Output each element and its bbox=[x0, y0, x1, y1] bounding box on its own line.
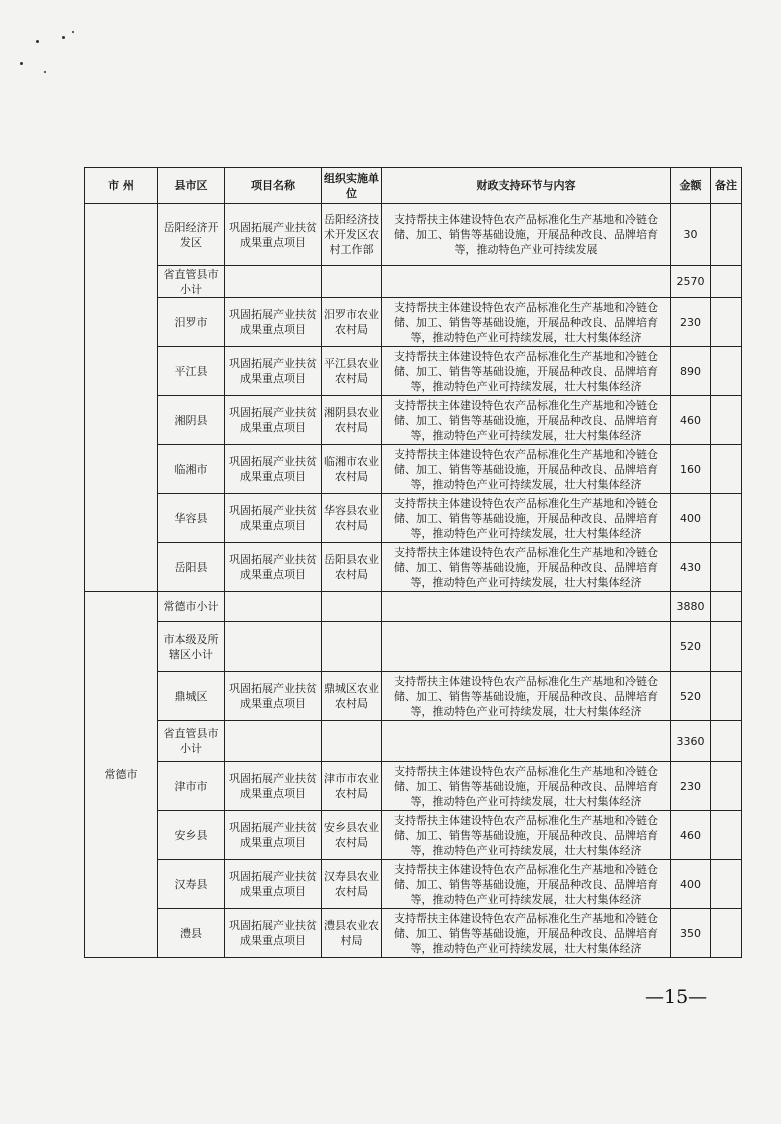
city-cell bbox=[85, 204, 158, 592]
county-cell: 鼎城区 bbox=[158, 672, 225, 721]
county-cell: 平江县 bbox=[158, 347, 225, 396]
scan-speck bbox=[44, 71, 46, 73]
project-cell bbox=[225, 721, 322, 762]
note-cell bbox=[711, 622, 742, 672]
org-cell bbox=[322, 622, 382, 672]
amount-cell: 30 bbox=[671, 204, 711, 266]
content-cell: 支持帮扶主体建设特色农产品标准化生产基地和冷链仓储、加工、销售等基础设施，开展品种改良、品牌培育等，推动特色产业可持续发展 bbox=[382, 204, 671, 266]
county-cell: 津市市 bbox=[158, 762, 225, 811]
content-cell bbox=[382, 592, 671, 622]
header-amount: 金额 bbox=[671, 168, 711, 204]
content-cell: 支持帮扶主体建设特色农产品标准化生产基地和冷链仓储、加工、销售等基础设施，开展品种改良、品牌培育等，推动特色产业可持续发展，壮大村集体经济 bbox=[382, 298, 671, 347]
county-cell: 临湘市 bbox=[158, 445, 225, 494]
table-row bbox=[85, 811, 742, 860]
header-note: 备注 bbox=[711, 168, 742, 204]
header-project: 项目名称 bbox=[225, 168, 322, 204]
org-cell: 汨罗市农业农村局 bbox=[322, 298, 382, 347]
county-cell: 湘阴县 bbox=[158, 396, 225, 445]
amount-cell: 400 bbox=[671, 860, 711, 909]
note-cell bbox=[711, 347, 742, 396]
amount-cell: 890 bbox=[671, 347, 711, 396]
project-cell bbox=[225, 622, 322, 672]
project-cell: 巩固拓展产业扶贫成果重点项目 bbox=[225, 396, 322, 445]
county-cell: 汉寿县 bbox=[158, 860, 225, 909]
county-cell: 安乡县 bbox=[158, 811, 225, 860]
county-cell: 汨罗市 bbox=[158, 298, 225, 347]
org-cell: 岳阳经济技术开发区农村工作部 bbox=[322, 204, 382, 266]
table-row bbox=[85, 909, 742, 958]
amount-cell: 3360 bbox=[671, 721, 711, 762]
header-org: 组织实施单位 bbox=[322, 168, 382, 204]
note-cell bbox=[711, 721, 742, 762]
table-row bbox=[85, 347, 742, 396]
table-row bbox=[85, 672, 742, 721]
county-cell: 省直管县市小计 bbox=[158, 266, 225, 298]
table-row bbox=[85, 622, 742, 672]
org-cell: 岳阳县农业农村局 bbox=[322, 543, 382, 592]
county-cell: 澧县 bbox=[158, 909, 225, 958]
table-row bbox=[85, 762, 742, 811]
page-number: —15— bbox=[645, 986, 708, 1008]
table-row bbox=[85, 298, 742, 347]
scan-speck bbox=[36, 40, 39, 43]
amount-cell: 460 bbox=[671, 396, 711, 445]
org-cell bbox=[322, 721, 382, 762]
header-city: 市 州 bbox=[85, 168, 158, 204]
org-cell: 安乡县农业农村局 bbox=[322, 811, 382, 860]
county-cell: 省直管县市小计 bbox=[158, 721, 225, 762]
header-content: 财政支持环节与内容 bbox=[382, 168, 671, 204]
note-cell bbox=[711, 298, 742, 347]
county-cell: 岳阳经济开发区 bbox=[158, 204, 225, 266]
table-row bbox=[85, 396, 742, 445]
header-row bbox=[85, 168, 742, 204]
project-cell: 巩固拓展产业扶贫成果重点项目 bbox=[225, 298, 322, 347]
note-cell bbox=[711, 860, 742, 909]
content-cell: 支持帮扶主体建设特色农产品标准化生产基地和冷链仓储、加工、销售等基础设施，开展品种改良、品牌培育等，推动特色产业可持续发展，壮大村集体经济 bbox=[382, 543, 671, 592]
note-cell bbox=[711, 266, 742, 298]
project-cell: 巩固拓展产业扶贫成果重点项目 bbox=[225, 762, 322, 811]
content-cell: 支持帮扶主体建设特色农产品标准化生产基地和冷链仓储、加工、销售等基础设施，开展品种改良、品牌培育等，推动特色产业可持续发展，壮大村集体经济 bbox=[382, 347, 671, 396]
project-cell: 巩固拓展产业扶贫成果重点项目 bbox=[225, 811, 322, 860]
amount-cell: 460 bbox=[671, 811, 711, 860]
org-cell: 华容县农业农村局 bbox=[322, 494, 382, 543]
project-cell: 巩固拓展产业扶贫成果重点项目 bbox=[225, 909, 322, 958]
content-cell: 支持帮扶主体建设特色农产品标准化生产基地和冷链仓储、加工、销售等基础设施，开展品种改良、品牌培育等，推动特色产业可持续发展，壮大村集体经济 bbox=[382, 396, 671, 445]
amount-cell: 350 bbox=[671, 909, 711, 958]
content-cell: 支持帮扶主体建设特色农产品标准化生产基地和冷链仓储、加工、销售等基础设施，开展品种改良、品牌培育等，推动特色产业可持续发展，壮大村集体经济 bbox=[382, 860, 671, 909]
content-cell: 支持帮扶主体建设特色农产品标准化生产基地和冷链仓储、加工、销售等基础设施，开展品种改良、品牌培育等，推动特色产业可持续发展，壮大村集体经济 bbox=[382, 909, 671, 958]
amount-cell: 3880 bbox=[671, 592, 711, 622]
county-cell: 常德市小计 bbox=[158, 592, 225, 622]
content-cell: 支持帮扶主体建设特色农产品标准化生产基地和冷链仓储、加工、销售等基础设施，开展品种改良、品牌培育等，推动特色产业可持续发展，壮大村集体经济 bbox=[382, 762, 671, 811]
project-cell: 巩固拓展产业扶贫成果重点项目 bbox=[225, 347, 322, 396]
content-cell bbox=[382, 721, 671, 762]
note-cell bbox=[711, 592, 742, 622]
table-row bbox=[85, 204, 742, 266]
funding-table bbox=[84, 167, 742, 958]
project-cell: 巩固拓展产业扶贫成果重点项目 bbox=[225, 860, 322, 909]
city-cell: 常德市 bbox=[85, 592, 158, 958]
amount-cell: 520 bbox=[671, 672, 711, 721]
content-cell bbox=[382, 266, 671, 298]
content-cell bbox=[382, 622, 671, 672]
table-row bbox=[85, 494, 742, 543]
project-cell: 巩固拓展产业扶贫成果重点项目 bbox=[225, 494, 322, 543]
org-cell: 汉寿县农业农村局 bbox=[322, 860, 382, 909]
amount-cell: 2570 bbox=[671, 266, 711, 298]
org-cell: 临湘市农业农村局 bbox=[322, 445, 382, 494]
amount-cell: 520 bbox=[671, 622, 711, 672]
project-cell bbox=[225, 592, 322, 622]
table-row bbox=[85, 543, 742, 592]
note-cell bbox=[711, 204, 742, 266]
table-row bbox=[85, 860, 742, 909]
content-cell: 支持帮扶主体建设特色农产品标准化生产基地和冷链仓储、加工、销售等基础设施，开展品种改良、品牌培育等，推动特色产业可持续发展，壮大村集体经济 bbox=[382, 445, 671, 494]
org-cell: 津市市农业农村局 bbox=[322, 762, 382, 811]
note-cell bbox=[711, 811, 742, 860]
project-cell: 巩固拓展产业扶贫成果重点项目 bbox=[225, 543, 322, 592]
table-row bbox=[85, 592, 742, 622]
amount-cell: 230 bbox=[671, 298, 711, 347]
amount-cell: 430 bbox=[671, 543, 711, 592]
project-cell: 巩固拓展产业扶贫成果重点项目 bbox=[225, 445, 322, 494]
content-cell: 支持帮扶主体建设特色农产品标准化生产基地和冷链仓储、加工、销售等基础设施，开展品种改良、品牌培育等，推动特色产业可持续发展，壮大村集体经济 bbox=[382, 811, 671, 860]
project-cell bbox=[225, 266, 322, 298]
note-cell bbox=[711, 494, 742, 543]
org-cell bbox=[322, 592, 382, 622]
table-row bbox=[85, 721, 742, 762]
org-cell: 澧县农业农村局 bbox=[322, 909, 382, 958]
org-cell: 鼎城区农业农村局 bbox=[322, 672, 382, 721]
org-cell: 湘阴县农业农村局 bbox=[322, 396, 382, 445]
county-cell: 市本级及所辖区小计 bbox=[158, 622, 225, 672]
county-cell: 华容县 bbox=[158, 494, 225, 543]
note-cell bbox=[711, 396, 742, 445]
note-cell bbox=[711, 445, 742, 494]
table-row bbox=[85, 266, 742, 298]
project-cell: 巩固拓展产业扶贫成果重点项目 bbox=[225, 672, 322, 721]
amount-cell: 230 bbox=[671, 762, 711, 811]
org-cell: 平江县农业农村局 bbox=[322, 347, 382, 396]
note-cell bbox=[711, 909, 742, 958]
table-row bbox=[85, 445, 742, 494]
county-cell: 岳阳县 bbox=[158, 543, 225, 592]
org-cell bbox=[322, 266, 382, 298]
amount-cell: 400 bbox=[671, 494, 711, 543]
note-cell bbox=[711, 543, 742, 592]
content-cell: 支持帮扶主体建设特色农产品标准化生产基地和冷链仓储、加工、销售等基础设施，开展品种改良、品牌培育等，推动特色产业可持续发展，壮大村集体经济 bbox=[382, 494, 671, 543]
note-cell bbox=[711, 762, 742, 811]
amount-cell: 160 bbox=[671, 445, 711, 494]
scan-speck bbox=[62, 36, 65, 39]
note-cell bbox=[711, 672, 742, 721]
header-county: 县市区 bbox=[158, 168, 225, 204]
scan-speck bbox=[20, 62, 23, 65]
project-cell: 巩固拓展产业扶贫成果重点项目 bbox=[225, 204, 322, 266]
scan-speck bbox=[72, 31, 74, 33]
content-cell: 支持帮扶主体建设特色农产品标准化生产基地和冷链仓储、加工、销售等基础设施，开展品种改良、品牌培育等，推动特色产业可持续发展，壮大村集体经济 bbox=[382, 672, 671, 721]
